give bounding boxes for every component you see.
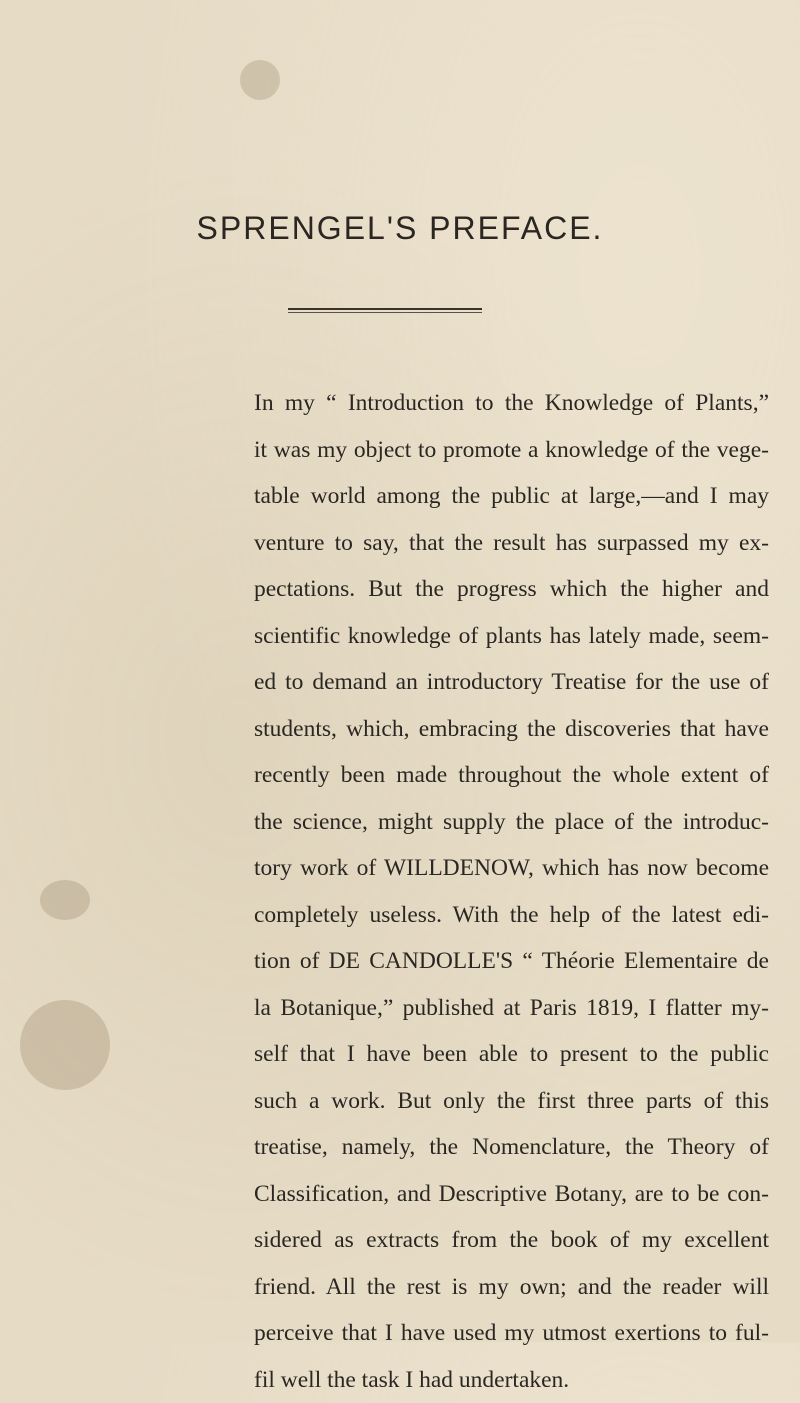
text-line: ed to demand an introductory Treatise for the use of [254, 659, 769, 706]
page-title: SPRENGEL'S PREFACE. [0, 210, 800, 247]
text-line: such a work. But only the first three parts of this [254, 1078, 769, 1125]
text-line: the science, might supply the place of the introduc- [254, 799, 769, 846]
text-line: pectations. But the progress which the higher and [254, 566, 769, 613]
paper-stain [20, 1000, 110, 1090]
text-line: completely useless. With the help of the latest edi- [254, 892, 769, 939]
text-line: self that I have been able to present to the public [254, 1031, 769, 1078]
text-line: la Botanique,” published at Paris 1819, I flatter my- [254, 985, 769, 1032]
text-line: treatise, namely, the Nomenclature, the Theory of [254, 1124, 769, 1171]
text-line: recently been made throughout the whole extent of [254, 752, 769, 799]
text-line: sidered as extracts from the book of my excellent [254, 1217, 769, 1264]
text-line: tory work of WILLDENOW, which has now become [254, 845, 769, 892]
text-line: it was my object to promote a knowledge of the vege- [254, 427, 769, 474]
text-line: students, which, embracing the discoveries that have [254, 706, 769, 753]
text-line: tion of DE CANDOLLE'S “ Théorie Elementaire de [254, 938, 769, 985]
text-line: venture to say, that the result has surpassed my ex- [254, 520, 769, 567]
paper-stain [240, 60, 280, 100]
text-line: scientific knowledge of plants has lately made, seem- [254, 613, 769, 660]
paper-stain [40, 880, 90, 920]
text-line: In my “ Introduction to the Knowledge of Plants,” [254, 380, 769, 427]
text-line: fil well the task I had undertaken. [254, 1357, 769, 1403]
text-line: perceive that I have used my utmost exertions to ful- [254, 1310, 769, 1357]
text-line: friend. All the rest is my own; and the reader will [254, 1264, 769, 1311]
text-line: Classification, and Descriptive Botany, are to be con- [254, 1171, 769, 1218]
text-line: table world among the public at large,—and I may [254, 473, 769, 520]
preface-text [254, 380, 769, 1403]
title-divider [288, 308, 482, 310]
